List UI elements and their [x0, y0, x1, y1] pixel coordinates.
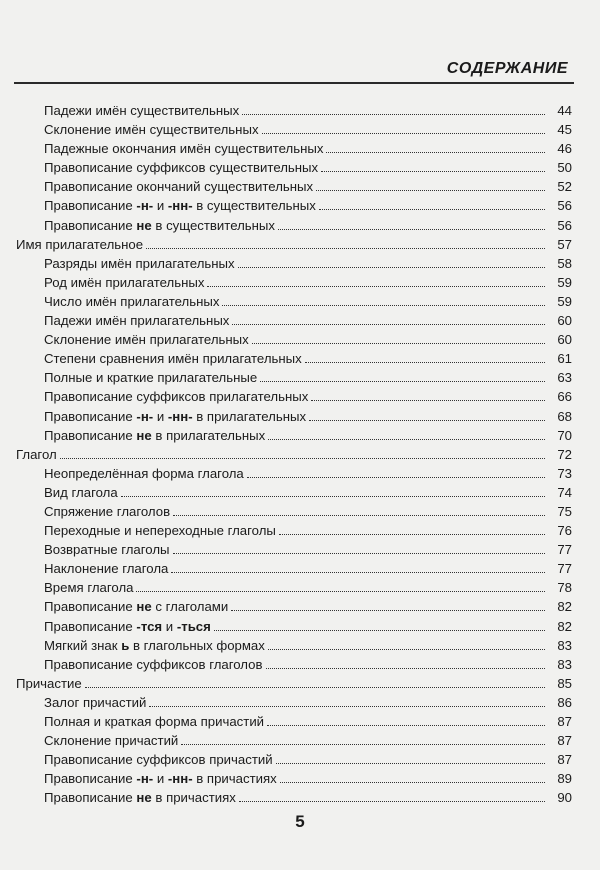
- dot-leader: [279, 534, 545, 535]
- toc-title-emphasis: -тся: [136, 618, 163, 634]
- toc-entry-title: [44, 158, 318, 177]
- toc-entry-title: [44, 101, 239, 120]
- toc-entry-title: [44, 693, 146, 712]
- toc-page-number: 77: [557, 542, 572, 558]
- dot-leader: [278, 229, 545, 230]
- toc-entry-title: [44, 120, 259, 139]
- toc-page-number: 87: [557, 714, 572, 729]
- toc-entry: [16, 693, 572, 712]
- dot-leader: [222, 305, 545, 306]
- toc-entry: [16, 407, 572, 426]
- dot-leader: [231, 610, 545, 611]
- dot-leader: [305, 362, 545, 363]
- toc-page-number: 52: [557, 179, 572, 195]
- toc-entry: [16, 368, 572, 387]
- toc-entry: [16, 769, 572, 788]
- toc-page-number: 87: [557, 733, 572, 749]
- toc-page-number: 68: [557, 408, 572, 424]
- toc-entry-title: [44, 769, 277, 788]
- toc-entry: [16, 788, 572, 807]
- dot-leader: [316, 190, 545, 191]
- toc-title-text: Правописание суффиксов глаголов: [44, 656, 263, 672]
- toc-title-text: с глаголами: [151, 599, 229, 615]
- table-of-contents: [16, 101, 572, 807]
- toc-title-text: в существительных: [192, 198, 316, 214]
- toc-title-text: Имя прилагательное: [16, 236, 144, 252]
- toc-title-text: Падежные окончания имён существительных: [44, 141, 324, 157]
- toc-entry-title: [44, 292, 219, 311]
- toc-entry-title: [44, 597, 228, 616]
- toc-entry-title: [44, 788, 236, 807]
- toc-entry-title: [44, 139, 323, 158]
- dot-leader: [238, 267, 545, 268]
- toc-entry: [16, 311, 572, 330]
- dot-leader: [268, 439, 545, 440]
- toc-title-text: Правописание суффиксов прилагательных: [44, 389, 309, 405]
- toc-title-text: Правописание окончаний существительных: [44, 179, 314, 195]
- toc-title-emphasis: не: [136, 790, 152, 806]
- toc-title-text: в существительных: [151, 217, 276, 233]
- toc-entry: [16, 139, 572, 158]
- dot-leader: [242, 114, 545, 115]
- toc-entry: [16, 330, 572, 349]
- toc-entry-title: [16, 674, 82, 693]
- toc-entry: [16, 216, 572, 235]
- toc-entry-title: [44, 636, 265, 655]
- toc-page-number: 45: [557, 122, 572, 138]
- toc-title-text: Вид глагола: [44, 484, 118, 500]
- header-rule: [14, 82, 574, 84]
- toc-page-number: 82: [557, 599, 572, 615]
- toc-entry: [16, 349, 572, 368]
- toc-page-number: 83: [557, 656, 572, 672]
- toc-page-number: 74: [557, 484, 572, 500]
- toc-title-emphasis: -нн-: [167, 408, 193, 424]
- toc-page-number: 70: [557, 427, 572, 443]
- dot-leader: [260, 381, 545, 382]
- toc-title-text: Залог причастий: [44, 694, 147, 710]
- toc-page-number: 44: [557, 103, 572, 118]
- toc-title-text: Правописание: [44, 790, 137, 806]
- toc-title-text: Падежи имён существительных: [44, 103, 240, 118]
- dot-leader: [173, 515, 545, 516]
- toc-page-number: 89: [557, 771, 572, 787]
- toc-entry: [16, 731, 572, 750]
- toc-entry: [16, 177, 572, 196]
- toc-page-number: 85: [557, 675, 572, 691]
- toc-section-heading: [16, 674, 572, 693]
- toc-entry-title: [44, 387, 308, 406]
- toc-title-text: Правописание: [44, 408, 137, 424]
- toc-title-text: и: [153, 408, 168, 424]
- toc-entry: [16, 387, 572, 406]
- toc-entry: [16, 636, 572, 655]
- toc-entry-title: [44, 368, 257, 387]
- toc-entry: [16, 464, 572, 483]
- dot-leader: [267, 725, 545, 726]
- toc-entry: [16, 254, 572, 273]
- toc-title-text: и: [162, 618, 177, 634]
- dot-leader: [181, 744, 545, 745]
- toc-entry: [16, 502, 572, 521]
- toc-title-text: Правописание: [44, 771, 137, 787]
- toc-page-number: 78: [557, 580, 572, 596]
- toc-entry-title: [44, 426, 265, 445]
- toc-title-text: и: [153, 198, 168, 214]
- toc-page-number: 56: [557, 217, 572, 233]
- toc-page-number: 87: [557, 752, 572, 768]
- dot-leader: [252, 343, 545, 344]
- toc-title-text: Род имён прилагательных: [44, 274, 205, 290]
- toc-page-number: 86: [557, 694, 572, 710]
- toc-title-text: Полные и краткие прилагательные: [44, 370, 258, 386]
- toc-title-text: Степени сравнения имён прилагательных: [44, 351, 302, 367]
- toc-page-number: 63: [557, 370, 572, 386]
- toc-entry: [16, 101, 572, 120]
- toc-page-number: 83: [557, 637, 572, 653]
- toc-page-number: 57: [557, 236, 572, 252]
- toc-title-emphasis: -н-: [136, 771, 154, 787]
- dot-leader: [247, 477, 545, 478]
- toc-entry: [16, 578, 572, 597]
- dot-leader: [276, 763, 545, 764]
- toc-title-emphasis: не: [136, 427, 152, 443]
- toc-entry-title: [44, 330, 249, 349]
- toc-entry: [16, 292, 572, 311]
- toc-title-text: Время глагола: [44, 580, 134, 596]
- toc-entry: [16, 655, 572, 674]
- toc-entry: [16, 617, 572, 636]
- toc-title-emphasis: -нн-: [167, 198, 193, 214]
- section-title: СОДЕРЖАНИЕ: [446, 60, 568, 77]
- toc-title-text: Склонение имён существительных: [44, 122, 259, 138]
- dot-leader: [321, 171, 545, 172]
- dot-leader: [85, 687, 545, 688]
- dot-leader: [136, 591, 545, 592]
- toc-entry-title: [44, 483, 118, 502]
- toc-page-number: 82: [557, 618, 572, 634]
- toc-title-text: Возвратные глаголы: [44, 542, 170, 558]
- toc-entry-title: [44, 273, 204, 292]
- toc-title-text: Полная и краткая форма причастий: [44, 714, 265, 729]
- toc-entry: [16, 521, 572, 540]
- dot-leader: [171, 572, 545, 573]
- toc-entry: [16, 750, 572, 769]
- toc-entry: [16, 120, 572, 139]
- toc-title-text: Правописание суффиксов причастий: [44, 752, 273, 768]
- page-number: 5: [295, 812, 305, 831]
- toc-entry: [16, 483, 572, 502]
- toc-entry: [16, 158, 572, 177]
- toc-title-text: Спряжение глаголов: [44, 503, 171, 519]
- toc-title-emphasis: ь: [121, 637, 130, 653]
- toc-title-text: и: [153, 771, 168, 787]
- toc-entry-title: [44, 216, 275, 235]
- toc-entry-title: [44, 521, 276, 540]
- toc-title-text: Правописание: [44, 618, 137, 634]
- toc-title-text: в причастиях: [192, 771, 277, 787]
- dot-leader: [326, 152, 545, 153]
- toc-entry-title: [44, 177, 313, 196]
- dot-leader: [146, 248, 545, 249]
- toc-title-emphasis: -нн-: [167, 771, 193, 787]
- toc-title-emphasis: -н-: [136, 408, 154, 424]
- toc-entry: [16, 273, 572, 292]
- toc-page-number: 46: [557, 141, 572, 157]
- toc-entry-title: [44, 349, 302, 368]
- toc-title-emphasis: не: [136, 599, 152, 615]
- dot-leader: [121, 496, 545, 497]
- toc-entry-title: [44, 617, 211, 636]
- toc-title-text: в прилагательных: [192, 408, 307, 424]
- toc-entry: [16, 712, 572, 731]
- toc-title-text: Число имён прилагательных: [44, 293, 220, 309]
- toc-page-number: 77: [557, 561, 572, 577]
- toc-title-text: Причастие: [16, 675, 82, 691]
- toc-page-number: 76: [557, 523, 572, 539]
- toc-page-number: 90: [557, 790, 572, 806]
- toc-entry-title: [44, 731, 178, 750]
- dot-leader: [309, 420, 545, 421]
- toc-page-number: 59: [557, 274, 572, 290]
- dot-leader: [149, 706, 545, 707]
- toc-title-text: Правописание: [44, 427, 137, 443]
- toc-title-emphasis: не: [136, 217, 152, 233]
- toc-title-text: Правописание: [44, 599, 137, 615]
- toc-title-text: Падежи имён прилагательных: [44, 313, 230, 329]
- toc-title-text: Склонение причастий: [44, 733, 179, 749]
- toc-section-heading: [16, 445, 572, 464]
- dot-leader: [319, 209, 545, 210]
- toc-title-text: в прилагательных: [151, 427, 266, 443]
- toc-title-text: Склонение имён прилагательных: [44, 332, 249, 348]
- toc-entry-title: [44, 407, 306, 426]
- toc-entry-title: [44, 311, 229, 330]
- dot-leader: [232, 324, 545, 325]
- toc-page-number: 73: [557, 465, 572, 481]
- dot-leader: [239, 801, 545, 802]
- toc-title-text: Переходные и непереходные глаголы: [44, 523, 276, 539]
- toc-page-number: 60: [557, 313, 572, 329]
- toc-entry-title: [44, 196, 316, 215]
- toc-title-text: в причастиях: [151, 790, 236, 806]
- toc-entry: [16, 540, 572, 559]
- toc-entry-title: [44, 712, 264, 731]
- dot-leader: [214, 630, 545, 631]
- toc-page-number: 60: [557, 332, 572, 348]
- toc-entry: [16, 426, 572, 445]
- toc-page-number: 61: [557, 351, 572, 367]
- toc-entry-title: [44, 464, 244, 483]
- toc-entry-title: [44, 750, 273, 769]
- toc-title-text: Наклонение глагола: [44, 561, 169, 577]
- toc-title-text: Глагол: [16, 446, 57, 462]
- toc-title-text: Мягкий знак: [44, 637, 122, 653]
- dot-leader: [60, 458, 545, 459]
- toc-entry-title: [44, 655, 263, 674]
- toc-entry: [16, 559, 572, 578]
- toc-title-emphasis: -ться: [176, 618, 211, 634]
- toc-entry-title: [44, 540, 170, 559]
- dot-leader: [311, 400, 545, 401]
- toc-entry: [16, 597, 572, 616]
- dot-leader: [280, 782, 545, 783]
- toc-entry-title: [44, 502, 170, 521]
- toc-title-text: Правописание: [44, 198, 137, 214]
- toc-entry-title: [16, 235, 143, 254]
- toc-title-text: в глагольных формах: [129, 637, 265, 653]
- toc-page-number: 66: [557, 389, 572, 405]
- dot-leader: [173, 553, 546, 554]
- toc-page-number: 50: [557, 160, 572, 176]
- dot-leader: [266, 668, 546, 669]
- dot-leader: [268, 649, 545, 650]
- toc-entry-title: [44, 254, 235, 273]
- toc-entry: [16, 196, 572, 215]
- toc-entry-title: [44, 578, 133, 597]
- toc-page-number: 75: [557, 503, 572, 519]
- dot-leader: [207, 286, 545, 287]
- toc-page-number: 56: [557, 198, 572, 214]
- toc-title-text: Разряды имён прилагательных: [44, 255, 235, 271]
- toc-entry-title: [44, 559, 168, 578]
- toc-title-text: Правописание: [44, 217, 137, 233]
- toc-title-text: Неопределённая форма глагола: [44, 465, 244, 481]
- toc-section-heading: [16, 235, 572, 254]
- dot-leader: [262, 133, 545, 134]
- toc-page-number: 59: [557, 293, 572, 309]
- toc-entry-title: [16, 445, 57, 464]
- toc-title-emphasis: -н-: [136, 198, 154, 214]
- toc-page-number: 58: [557, 255, 572, 271]
- toc-title-text: Правописание суффиксов существительных: [44, 160, 319, 176]
- toc-page-number: 72: [557, 446, 572, 462]
